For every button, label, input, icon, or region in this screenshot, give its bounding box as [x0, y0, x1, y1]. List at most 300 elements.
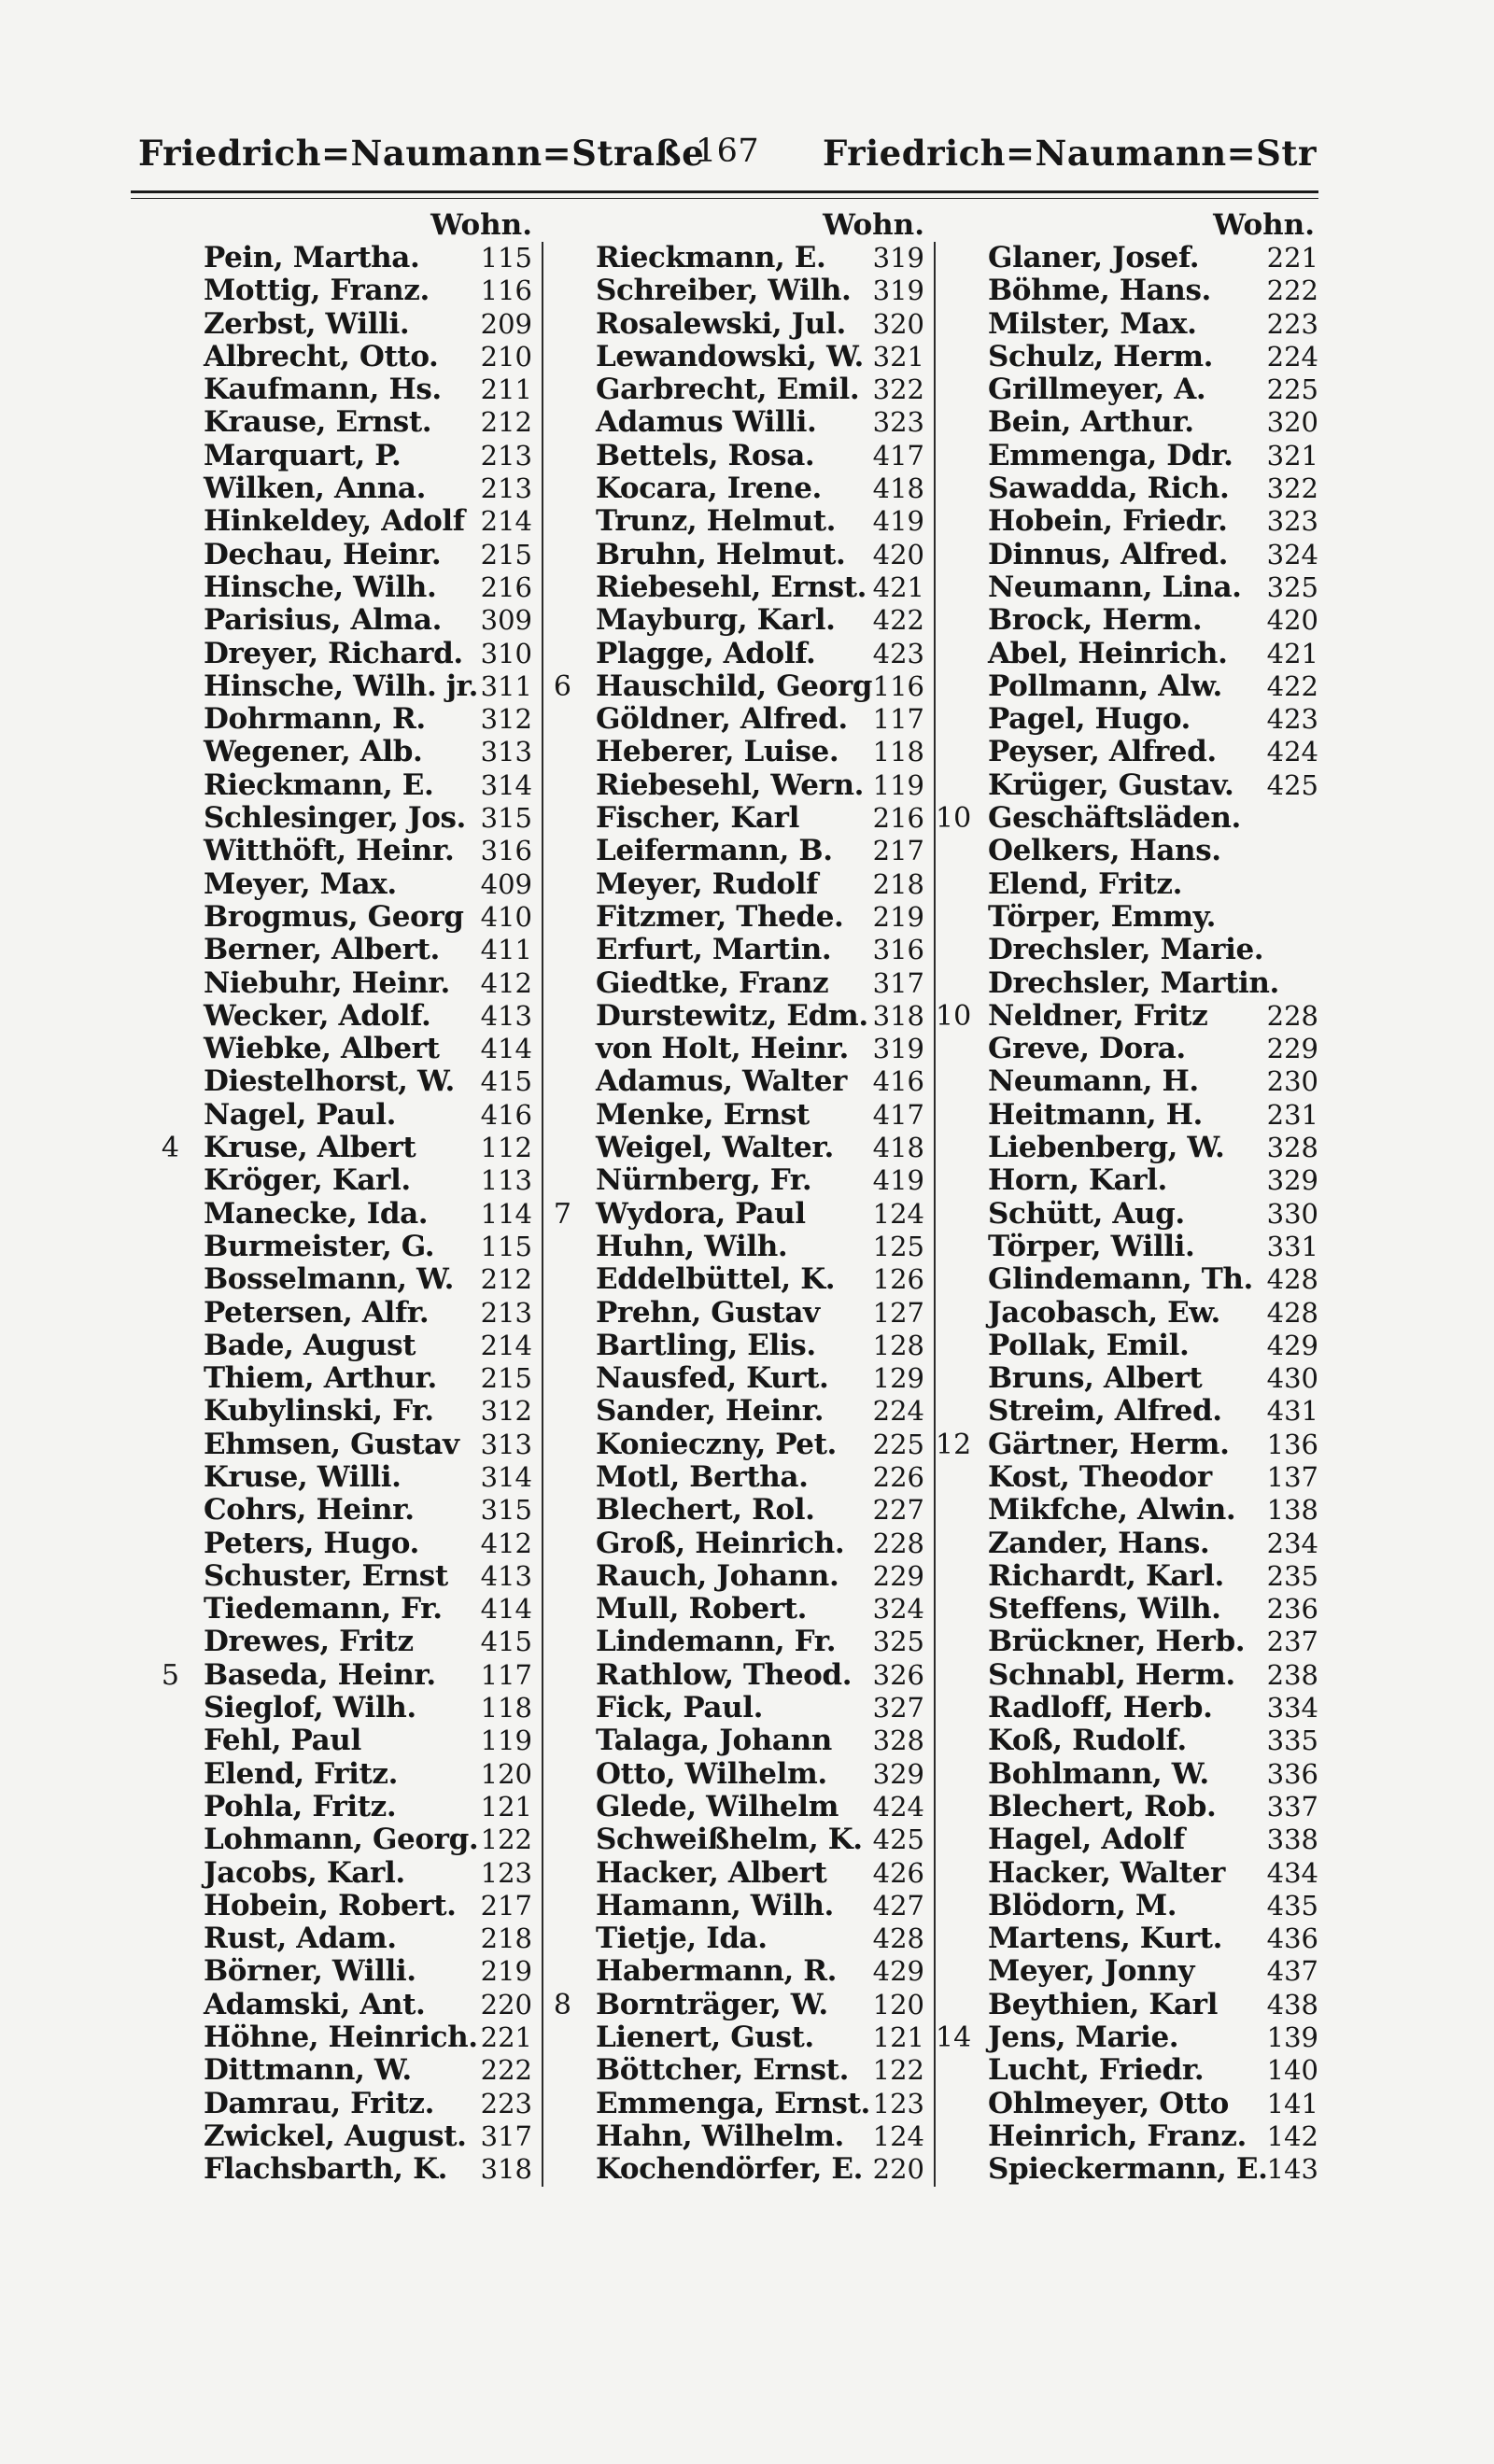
directory-entry — [543, 1132, 934, 1164]
apartment-number: 226 — [872, 1460, 924, 1493]
apartment-number: 419 — [872, 1164, 924, 1197]
directory-entry — [151, 1725, 542, 1757]
wohn-column-header: Wohn. — [823, 208, 924, 242]
directory-entry — [543, 1263, 934, 1296]
resident-name: Baseda, Heinr. — [204, 1657, 436, 1692]
apartment-number: 121 — [872, 2021, 924, 2054]
apartment-number: 324 — [1266, 538, 1318, 570]
directory-entry — [151, 1231, 542, 1263]
apartment-number: 428 — [1266, 1263, 1318, 1296]
resident-name: Wydora, Paul — [596, 1196, 806, 1231]
apartment-number: 413 — [480, 1559, 532, 1592]
resident-name: Lohmann, Georg. — [204, 1823, 479, 1857]
apartment-number: 420 — [1266, 604, 1318, 637]
resident-name: Riebesehl, Ernst. — [596, 570, 867, 604]
directory-entry — [543, 1659, 934, 1692]
directory-entry — [543, 1725, 934, 1757]
apartment-number: 322 — [1266, 472, 1318, 505]
directory-entry — [543, 373, 934, 406]
directory-entry — [543, 835, 934, 867]
directory-entry — [543, 1395, 934, 1428]
directory-entry — [936, 802, 1328, 835]
directory-entry — [936, 1823, 1328, 1856]
resident-name: Peyser, Alfred. — [988, 735, 1217, 769]
apartment-number: 410 — [480, 900, 532, 933]
directory-entry — [936, 1330, 1328, 1362]
apartment-number: 328 — [1266, 1132, 1318, 1164]
directory-entry — [151, 242, 542, 275]
directory-entry — [151, 835, 542, 867]
apartment-number: 121 — [480, 1790, 532, 1823]
directory-entry — [151, 2120, 542, 2153]
resident-name: Hahn, Wilhelm. — [596, 2119, 844, 2153]
apartment-number: 113 — [480, 1164, 532, 1197]
resident-name: Elend, Fritz. — [988, 866, 1183, 901]
directory-entry — [543, 967, 934, 1000]
directory-entry — [151, 373, 542, 406]
resident-name: Rosalewski, Jul. — [596, 306, 846, 341]
apartment-number: 117 — [872, 703, 924, 736]
directory-entry — [543, 1330, 934, 1362]
apartment-number: 325 — [872, 1626, 924, 1658]
resident-name: Göldner, Alfred. — [596, 702, 848, 737]
resident-name: Meyer, Max. — [204, 866, 397, 901]
resident-name: von Holt, Heinr. — [596, 1032, 849, 1066]
house-number: 6 — [553, 669, 571, 703]
resident-name: Damrau, Fritz. — [204, 2086, 435, 2120]
house-number: 12 — [936, 1428, 972, 1461]
resident-name: Drechsler, Martin. — [988, 965, 1279, 1000]
directory-entry — [151, 934, 542, 966]
apartment-number: 318 — [480, 2153, 532, 2186]
apartment-number: 330 — [1266, 1197, 1318, 1230]
apartment-number: 418 — [872, 1132, 924, 1164]
apartment-number: 425 — [872, 1823, 924, 1856]
apartment-number: 118 — [872, 736, 924, 768]
apartment-number: 224 — [1266, 340, 1318, 373]
apartment-number: 419 — [872, 505, 924, 538]
directory-entry — [936, 2153, 1328, 2186]
apartment-number: 428 — [872, 1922, 924, 1955]
resident-name: Zerbst, Willi. — [204, 306, 410, 341]
directory-entry — [936, 275, 1328, 307]
resident-name: Fehl, Paul — [204, 1724, 361, 1758]
resident-name: Greve, Dora. — [988, 1032, 1186, 1066]
apartment-number: 235 — [1266, 1559, 1318, 1592]
directory-entry — [151, 2021, 542, 2054]
apartment-number: 329 — [872, 1757, 924, 1790]
apartment-number: 316 — [480, 835, 532, 867]
directory-entry — [151, 1791, 542, 1823]
apartment-number: 427 — [872, 1889, 924, 1922]
resident-name: Lienert, Gust. — [596, 2020, 814, 2055]
resident-name: Brückner, Herb. — [988, 1625, 1246, 1659]
resident-name: Beythien, Karl — [988, 1987, 1218, 2021]
directory-entry — [543, 1890, 934, 1922]
resident-name: Glede, Wilhelm — [596, 1789, 839, 1823]
apartment-number: 423 — [1266, 703, 1318, 736]
resident-name: Bein, Arthur. — [988, 405, 1194, 440]
apartment-number: 237 — [1266, 1626, 1318, 1658]
directory-entry — [151, 1330, 542, 1362]
directory-entry — [151, 1823, 542, 1856]
apartment-number: 425 — [1266, 768, 1318, 801]
resident-name: Erfurt, Martin. — [596, 933, 832, 967]
apartment-number: 211 — [480, 373, 532, 406]
resident-name: Talaga, Johann — [596, 1724, 832, 1758]
directory-entry — [151, 967, 542, 1000]
directory-entry — [543, 1692, 934, 1725]
directory-column-3 — [936, 209, 1328, 2187]
directory-entry — [543, 736, 934, 768]
apartment-number: 143 — [1266, 2153, 1318, 2186]
apartment-number: 120 — [480, 1757, 532, 1790]
resident-name: Schreiber, Wilh. — [596, 274, 852, 308]
directory-entry — [543, 1758, 934, 1791]
resident-name: Fischer, Karl — [596, 801, 799, 836]
directory-entry — [151, 275, 542, 307]
apartment-number: 116 — [872, 669, 924, 702]
resident-name: Bornträger, W. — [596, 1987, 828, 2021]
apartment-number: 424 — [1266, 736, 1318, 768]
directory-entry — [151, 1955, 542, 1988]
resident-name: Meyer, Jonny — [988, 1954, 1195, 1989]
directory-entry — [543, 1494, 934, 1527]
directory-entry — [543, 604, 934, 637]
apartment-number: 238 — [1266, 1658, 1318, 1691]
directory-entry — [936, 1922, 1328, 1955]
directory-entry — [936, 1528, 1328, 1560]
resident-name: Krüger, Gustav. — [988, 767, 1234, 802]
resident-name: Zwickel, August. — [204, 2119, 467, 2153]
directory-entry — [151, 1362, 542, 1395]
apartment-number: 314 — [480, 768, 532, 801]
apartment-number: 123 — [872, 2087, 924, 2119]
apartment-number: 312 — [480, 1395, 532, 1428]
resident-name: Dohrmann, R. — [204, 702, 426, 737]
apartment-number: 216 — [872, 802, 924, 835]
resident-name: Manecke, Ida. — [204, 1196, 429, 1231]
resident-name: Pagel, Hugo. — [988, 702, 1191, 737]
apartment-number: 229 — [872, 1559, 924, 1592]
directory-entry — [151, 1857, 542, 1890]
resident-name: Richardt, Karl. — [988, 1558, 1224, 1593]
resident-name: Jens, Marie. — [988, 2020, 1179, 2055]
resident-name: Zander, Hans. — [988, 1526, 1210, 1560]
apartment-number: 234 — [1266, 1527, 1318, 1559]
apartment-number: 412 — [480, 966, 532, 999]
apartment-number: 430 — [1266, 1362, 1318, 1395]
directory-entry — [543, 1429, 934, 1461]
apartment-number: 334 — [1266, 1692, 1318, 1725]
resident-name: Hinkeldey, Adolf — [204, 504, 465, 539]
apartment-number: 136 — [1266, 1428, 1318, 1460]
apartment-number: 210 — [480, 340, 532, 373]
resident-name: Spieckermann, E. — [988, 2152, 1268, 2187]
apartment-number: 116 — [480, 275, 532, 307]
directory-entry — [936, 373, 1328, 406]
resident-name: Blechert, Rol. — [596, 1493, 815, 1528]
directory-entry — [543, 539, 934, 571]
resident-name: Cohrs, Heinr. — [204, 1493, 415, 1528]
resident-name: Witthöft, Heinr. — [204, 834, 455, 868]
apartment-number: 434 — [1266, 1856, 1318, 1889]
apartment-number: 214 — [480, 505, 532, 538]
apartment-number: 417 — [872, 439, 924, 472]
apartment-number: 421 — [872, 570, 924, 603]
directory-entry — [543, 1000, 934, 1033]
resident-name: Tiedemann, Fr. — [204, 1592, 443, 1626]
apartment-number: 222 — [480, 2054, 532, 2087]
directory-entry — [151, 539, 542, 571]
house-number: 10 — [936, 802, 972, 836]
apartment-number: 415 — [480, 1626, 532, 1658]
directory-entry — [543, 1198, 934, 1231]
resident-name: Heberer, Luise. — [596, 735, 839, 769]
apartment-number: 225 — [1266, 373, 1318, 406]
resident-name: Hacker, Albert — [596, 1855, 827, 1890]
resident-name: Trunz, Helmut. — [596, 504, 837, 539]
apartment-number: 228 — [872, 1527, 924, 1559]
apartment-number: 139 — [1266, 2021, 1318, 2054]
resident-name: Parisius, Alma. — [204, 603, 442, 638]
directory-entry — [936, 1494, 1328, 1527]
directory-entry — [543, 472, 934, 505]
apartment-number: 209 — [480, 307, 532, 340]
resident-name: Mikfche, Alwin. — [988, 1493, 1236, 1528]
directory-entry — [936, 638, 1328, 670]
directory-entry — [151, 1429, 542, 1461]
directory-entry — [936, 1955, 1328, 1988]
apartment-number: 122 — [480, 1823, 532, 1856]
directory-entry — [151, 1692, 542, 1725]
directory-entry — [936, 1297, 1328, 1330]
resident-name: Mayburg, Karl. — [596, 603, 836, 638]
apartment-number: 424 — [872, 1790, 924, 1823]
apartment-number: 119 — [480, 1725, 532, 1757]
resident-name: Schuster, Ernst — [204, 1558, 448, 1593]
resident-name: Kruse, Albert — [204, 1131, 416, 1165]
resident-name: Neumann, Lina. — [988, 570, 1242, 604]
resident-name: Thiem, Arthur. — [204, 1361, 437, 1396]
resident-name: Rieckmann, E. — [204, 767, 434, 802]
apartment-number: 212 — [480, 1263, 532, 1296]
resident-name: Glindemann, Th. — [988, 1262, 1253, 1297]
resident-name: Giedtke, Franz — [596, 965, 829, 1000]
resident-name: Bohlmann, W. — [988, 1756, 1209, 1791]
apartment-number: 230 — [1266, 1065, 1318, 1098]
directory-entry — [151, 308, 542, 341]
resident-name: Brock, Herm. — [988, 603, 1203, 638]
directory-entry — [151, 1626, 542, 1658]
resident-name: Rathlow, Theod. — [596, 1657, 853, 1692]
directory-entry — [936, 539, 1328, 571]
directory-entry — [151, 1033, 542, 1065]
apartment-number: 229 — [1266, 1033, 1318, 1065]
directory-entry — [543, 2153, 934, 2186]
apartment-number: 409 — [480, 867, 532, 900]
wohn-column-header: Wohn. — [1213, 208, 1315, 242]
apartment-number: 335 — [1266, 1725, 1318, 1757]
directory-entry — [936, 1692, 1328, 1725]
directory-entry — [543, 2054, 934, 2087]
directory-entry — [151, 406, 542, 439]
apartment-number: 215 — [480, 538, 532, 570]
resident-name: Geschäftsläden. — [988, 801, 1241, 836]
directory-entry — [936, 1659, 1328, 1692]
directory-entry — [936, 2088, 1328, 2120]
directory-entry — [543, 1065, 934, 1098]
apartment-number: 122 — [872, 2054, 924, 2087]
resident-name: Schweißhelm, K. — [596, 1823, 863, 1857]
directory-column-1 — [151, 209, 543, 2187]
directory-entry — [151, 1528, 542, 1560]
apartment-number: 214 — [480, 1329, 532, 1361]
resident-name: Abel, Heinrich. — [988, 636, 1228, 670]
resident-name: Nausfed, Kurt. — [596, 1361, 829, 1396]
directory-entry — [151, 736, 542, 768]
apartment-number: 412 — [480, 1527, 532, 1559]
apartment-number: 315 — [480, 802, 532, 835]
resident-name: Schlesinger, Jos. — [204, 801, 466, 836]
directory-entry — [151, 1395, 542, 1428]
apartment-number: 219 — [872, 900, 924, 933]
resident-name: Hinsche, Wilh. — [204, 570, 437, 604]
directory-entry — [936, 736, 1328, 768]
apartment-number: 140 — [1266, 2054, 1318, 2087]
directory-entry — [151, 2088, 542, 2120]
apartment-number: 416 — [872, 1065, 924, 1098]
resident-name: Blechert, Rob. — [988, 1789, 1217, 1823]
directory-entry — [543, 341, 934, 373]
resident-name: Wilken, Anna. — [204, 472, 426, 506]
resident-name: Sieglof, Wilh. — [204, 1691, 416, 1725]
directory-entry — [936, 901, 1328, 934]
apartment-number: 142 — [1266, 2119, 1318, 2152]
resident-name: Kost, Theodor — [988, 1459, 1212, 1494]
directory-entry — [936, 242, 1328, 275]
directory-entry — [151, 868, 542, 901]
apartment-number: 222 — [1266, 275, 1318, 307]
resident-name: Hobein, Robert. — [204, 1888, 457, 1922]
resident-name: Habermann, R. — [596, 1954, 838, 1989]
resident-name: Brogmus, Georg — [204, 899, 464, 934]
resident-name: Bosselmann, W. — [204, 1262, 455, 1297]
directory-entry — [151, 1263, 542, 1296]
directory-entry — [151, 440, 542, 472]
resident-name: Adamski, Ant. — [204, 1987, 426, 2021]
house-number: 8 — [553, 1988, 571, 2021]
apartment-number: 313 — [480, 736, 532, 768]
apartment-number: 320 — [1266, 406, 1318, 439]
directory-entry — [151, 1099, 542, 1132]
directory-entry — [543, 1297, 934, 1330]
resident-name: Meyer, Rudolf — [596, 866, 819, 901]
house-number: 14 — [936, 2021, 972, 2055]
resident-name: Kubylinski, Fr. — [204, 1394, 434, 1429]
apartment-number: 428 — [1266, 1296, 1318, 1329]
directory-entry — [936, 1593, 1328, 1626]
resident-name: Emmenga, Ddr. — [988, 438, 1233, 472]
resident-name: Adamus Willi. — [596, 405, 817, 440]
apartment-number: 326 — [872, 1658, 924, 1691]
house-number: 4 — [161, 1132, 179, 1165]
resident-name: Pollmann, Alw. — [988, 669, 1222, 703]
apartment-number: 436 — [1266, 1922, 1318, 1955]
resident-name: Huhn, Wilh. — [596, 1229, 788, 1263]
directory-entry — [543, 1989, 934, 2021]
directory-entry — [151, 1000, 542, 1033]
apartment-number: 221 — [480, 2021, 532, 2054]
header-rule-thin — [131, 198, 1318, 199]
directory-entry — [936, 1890, 1328, 1922]
resident-name: Neumann, H. — [988, 1064, 1199, 1099]
directory-entry — [936, 341, 1328, 373]
apartment-number: 320 — [872, 307, 924, 340]
directory-entry — [151, 1198, 542, 1231]
resident-name: Böttcher, Ernst. — [596, 2053, 849, 2088]
directory-entry — [151, 703, 542, 736]
apartment-number: 438 — [1266, 1988, 1318, 2020]
apartment-number: 112 — [480, 1132, 532, 1164]
apartment-number: 429 — [1266, 1329, 1318, 1361]
apartment-number: 321 — [1266, 439, 1318, 472]
apartment-number: 223 — [1266, 307, 1318, 340]
apartment-number: 318 — [872, 999, 924, 1032]
directory-entry — [936, 1560, 1328, 1593]
directory-entry — [936, 1725, 1328, 1757]
directory-entry — [936, 406, 1328, 439]
apartment-number: 124 — [872, 1197, 924, 1230]
resident-name: Otto, Wilhelm. — [596, 1756, 827, 1791]
resident-name: Bruhn, Helmut. — [596, 537, 846, 571]
directory-entry — [543, 1922, 934, 1955]
directory-entry — [936, 1758, 1328, 1791]
resident-name: Marquart, P. — [204, 438, 402, 472]
apartment-number: 129 — [872, 1362, 924, 1395]
apartment-number: 216 — [480, 570, 532, 603]
resident-name: Streim, Alfred. — [988, 1394, 1222, 1429]
resident-name: Rieckmann, E. — [596, 241, 826, 275]
directory-entry — [543, 1626, 934, 1658]
directory-entry — [151, 472, 542, 505]
directory-entry — [936, 1429, 1328, 1461]
directory-entry — [936, 505, 1328, 538]
apartment-number: 325 — [1266, 570, 1318, 603]
directory-entry — [543, 1593, 934, 1626]
apartment-number: 328 — [872, 1725, 924, 1757]
directory-entry — [543, 440, 934, 472]
apartment-number: 227 — [872, 1494, 924, 1527]
resident-name: Gärtner, Herm. — [988, 1427, 1230, 1461]
directory-entry — [936, 1362, 1328, 1395]
directory-entry — [936, 1198, 1328, 1231]
resident-name: Rauch, Johann. — [596, 1558, 839, 1593]
directory-entry — [543, 638, 934, 670]
resident-name: Jacobs, Karl. — [204, 1855, 405, 1890]
resident-name: Steffens, Wilh. — [988, 1592, 1221, 1626]
house-number: 10 — [936, 999, 972, 1033]
apartment-number: 319 — [872, 1033, 924, 1065]
apartment-number: 416 — [480, 1098, 532, 1131]
apartment-number: 319 — [872, 275, 924, 307]
directory-entry — [151, 604, 542, 637]
directory-entry — [936, 934, 1328, 966]
directory-entry — [151, 2054, 542, 2087]
apartment-number: 219 — [480, 1955, 532, 1988]
apartment-number: 417 — [872, 1098, 924, 1131]
apartment-number: 225 — [872, 1428, 924, 1460]
